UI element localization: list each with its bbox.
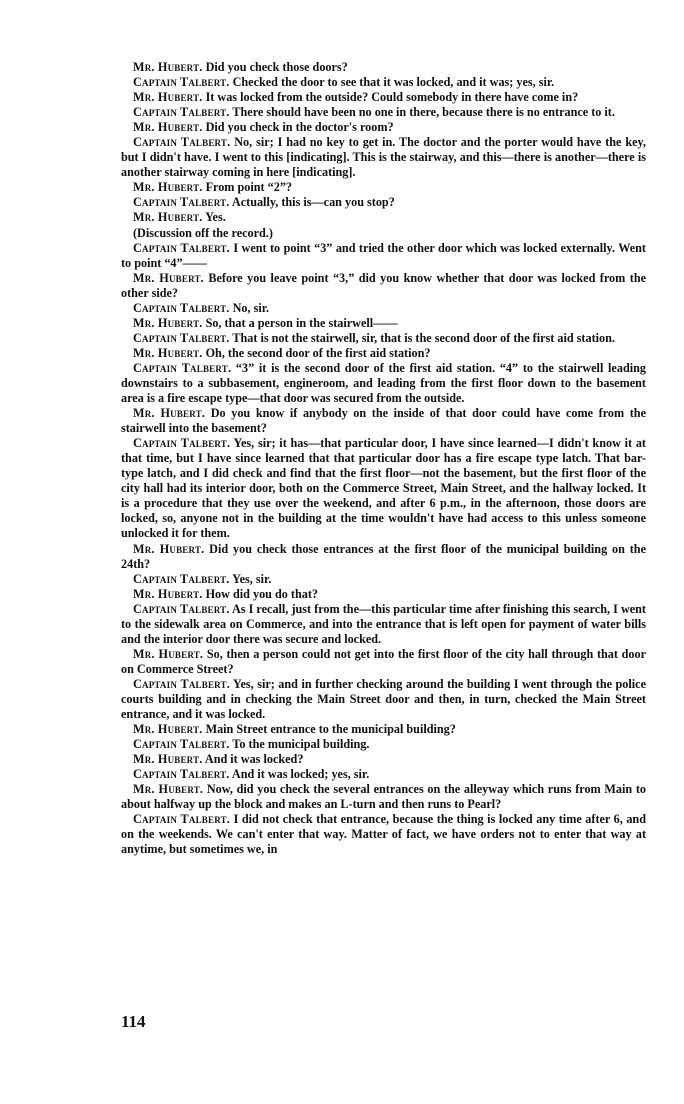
- transcript-paragraph: [121, 737, 646, 752]
- speech-text: Did you check those entrances at the first floor of the municipal building on the 24th?: [121, 541, 646, 571]
- transcript-paragraph: [121, 301, 646, 316]
- speaker-name: Mr. Hubert.: [133, 646, 204, 661]
- speech-text: From point “2”?: [202, 180, 293, 195]
- speaker-name: Captain Talbert.: [133, 812, 231, 827]
- speech-text: No, sir.: [229, 300, 270, 315]
- speech-text: How did you do that?: [202, 586, 318, 601]
- speaker-name: Mr. Hubert.: [133, 270, 204, 285]
- transcript-paragraph: [121, 331, 646, 346]
- speaker-name: Captain Talbert.: [133, 300, 230, 315]
- speech-text: Checked the door to see that it was locked, and it was; yes, sir.: [229, 75, 555, 90]
- transcript-paragraph: [121, 271, 646, 301]
- transcript-body: [121, 60, 646, 857]
- speaker-name: Mr. Hubert.: [133, 752, 203, 767]
- speaker-name: Captain Talbert.: [133, 601, 230, 616]
- speech-text: Main Street entrance to the municipal building?: [202, 722, 456, 737]
- speaker-name: Captain Talbert.: [133, 360, 232, 375]
- transcript-paragraph: [121, 226, 646, 241]
- transcript-paragraph: [121, 180, 646, 195]
- speech-text: And it was locked; yes, sir.: [229, 767, 370, 782]
- speaker-name: Captain Talbert.: [133, 330, 230, 345]
- speech-text: Did you check those doors?: [202, 60, 348, 74]
- speech-text: Oh, the second door of the first aid station?: [202, 345, 431, 360]
- transcript-paragraph: [121, 542, 646, 572]
- speaker-name: Mr. Hubert.: [133, 60, 203, 74]
- transcript-paragraph: [121, 677, 646, 722]
- transcript-paragraph: [121, 436, 646, 541]
- speech-text: “3” it is the second door of the first aid station. “4” to the stairwell leading downstairs to a subbasement, engineroom, and leading from the first floor down to the basement area is a fire escape type—that door was secured from the outside.: [121, 360, 646, 406]
- transcript-paragraph: [121, 572, 646, 587]
- transcript-paragraph: [121, 241, 646, 271]
- speaker-name: Captain Talbert.: [133, 737, 230, 752]
- speaker-name: Mr. Hubert.: [133, 586, 203, 601]
- speaker-name: Mr. Hubert.: [133, 541, 205, 556]
- speech-text: So, that a person in the stairwell——: [202, 315, 398, 330]
- speech-text: Yes, sir.: [229, 571, 272, 586]
- speech-text: It was locked from the outside? Could somebody in there have come in?: [202, 90, 579, 105]
- transcript-paragraph: [121, 105, 646, 120]
- speaker-name: Mr. Hubert.: [133, 345, 203, 360]
- transcript-paragraph: [121, 722, 646, 737]
- transcript-paragraph: [121, 752, 646, 767]
- speaker-name: Captain Talbert.: [133, 105, 230, 120]
- speech-text: I did not check that entrance, because the thing is locked any time after 6, and on the weekends. We can't enter that way. Matter of fact, we have orders not to enter that way at anytime, but sometimes we, in: [121, 812, 646, 857]
- speaker-name: Captain Talbert.: [133, 571, 230, 586]
- page-number: 114: [121, 1012, 146, 1031]
- speech-text: Do you know if anybody on the inside of that door could have come from the stairwell into the basement?: [121, 406, 646, 436]
- transcript-paragraph: [121, 602, 646, 647]
- speech-text: To the municipal building.: [229, 737, 370, 752]
- speaker-name: Mr. Hubert.: [133, 90, 203, 105]
- transcript-paragraph: [121, 346, 646, 361]
- speaker-name: Mr. Hubert.: [133, 120, 203, 135]
- transcript-paragraph: [121, 60, 646, 75]
- transcript-paragraph: [121, 195, 646, 210]
- speaker-name: Captain Talbert.: [133, 195, 230, 210]
- speech-text: Actually, this is—can you stop?: [229, 195, 395, 210]
- speech-text: As I recall, just from the—this particular time after finishing this search, I went to the sidewalk area on Commerce, and into the entrance that is left open for payment of water bills and the interior door there was secure and locked.: [121, 601, 646, 646]
- transcript-paragraph: [121, 120, 646, 135]
- speaker-name: Mr. Hubert.: [133, 722, 203, 737]
- speaker-name: Captain Talbert.: [133, 767, 230, 782]
- speaker-name: Captain Talbert.: [133, 240, 230, 255]
- transcript-paragraph: [121, 782, 646, 812]
- transcript-paragraph: [121, 587, 646, 602]
- speech-text: So, then a person could not get into the first floor of the city hall through that door on Commerce Street?: [121, 646, 646, 676]
- transcript-paragraph: [121, 210, 646, 225]
- speaker-name: Mr. Hubert.: [133, 406, 206, 421]
- speaker-name: Captain Talbert.: [133, 135, 231, 150]
- speaker-name: Mr. Hubert.: [133, 210, 203, 225]
- transcript-paragraph: [121, 316, 646, 331]
- speech-text: (Discussion off the record.): [133, 225, 273, 240]
- speech-text: Did you check in the doctor's room?: [202, 120, 394, 135]
- transcript-paragraph: [121, 135, 646, 180]
- speech-text: Yes, sir; it has—that particular door, I have since learned—I didn't know it at that time, but I have since learned that that particular door has a fire escape type latch. That bar-type latch, and I did check and find that the first floor—not the basement, but the first floor of the city hall had its interior door, both on the Commerce Street, Main Street, and the hallway locked. It is a procedure that they use over the weekend, and after 6 p.m., in the afternoon, those doors are locked, so, anyone not in the building at the time wouldn't have had access to this unless someone unlocked it for them.: [121, 436, 646, 541]
- transcript-paragraph: [121, 812, 646, 857]
- speech-text: And it was locked?: [202, 752, 304, 767]
- transcript-paragraph: [121, 75, 646, 90]
- speech-text: Before you leave point “3,” did you know whether that door was locked from the other side?: [121, 270, 647, 300]
- speech-text: Yes, sir; and in further checking around the building I went through the police courts building and in checking the Main Street door and then, in turn, checked the Main Street entrance, and it was locked.: [121, 676, 646, 722]
- speaker-name: Mr. Hubert.: [133, 782, 204, 797]
- transcript-paragraph: [121, 406, 646, 436]
- speaker-name: Mr. Hubert.: [133, 180, 203, 195]
- speech-text: Now, did you check the several entrances on the alleyway which runs from Main to about halfway up the block and makes an L-turn and then runs to Pearl?: [121, 782, 647, 812]
- transcript-paragraph: [121, 90, 646, 105]
- speaker-name: Mr. Hubert.: [133, 315, 203, 330]
- speech-text: There should have been no one in there, because there is no entrance to it.: [229, 105, 615, 120]
- speech-text: That is not the stairwell, sir, that is the second door of the first aid station.: [229, 330, 615, 345]
- transcript-paragraph: [121, 767, 646, 782]
- transcript-paragraph: [121, 647, 646, 677]
- speech-text: Yes.: [202, 210, 226, 225]
- speaker-name: Captain Talbert.: [133, 676, 230, 691]
- speaker-name: Captain Talbert.: [133, 75, 230, 90]
- speech-text: No, sir; I had no key to get in. The doctor and the porter would have the key, but I didn't have. I went to this [indicating]. This is the stairway, and this—there is another—there is another stairway coming in here [indicating].: [121, 135, 646, 180]
- speech-text: I went to point “3” and tried the other door which was locked externally. Went to point “4”——: [121, 240, 646, 270]
- speaker-name: Captain Talbert.: [133, 436, 231, 451]
- transcript-paragraph: [121, 361, 646, 406]
